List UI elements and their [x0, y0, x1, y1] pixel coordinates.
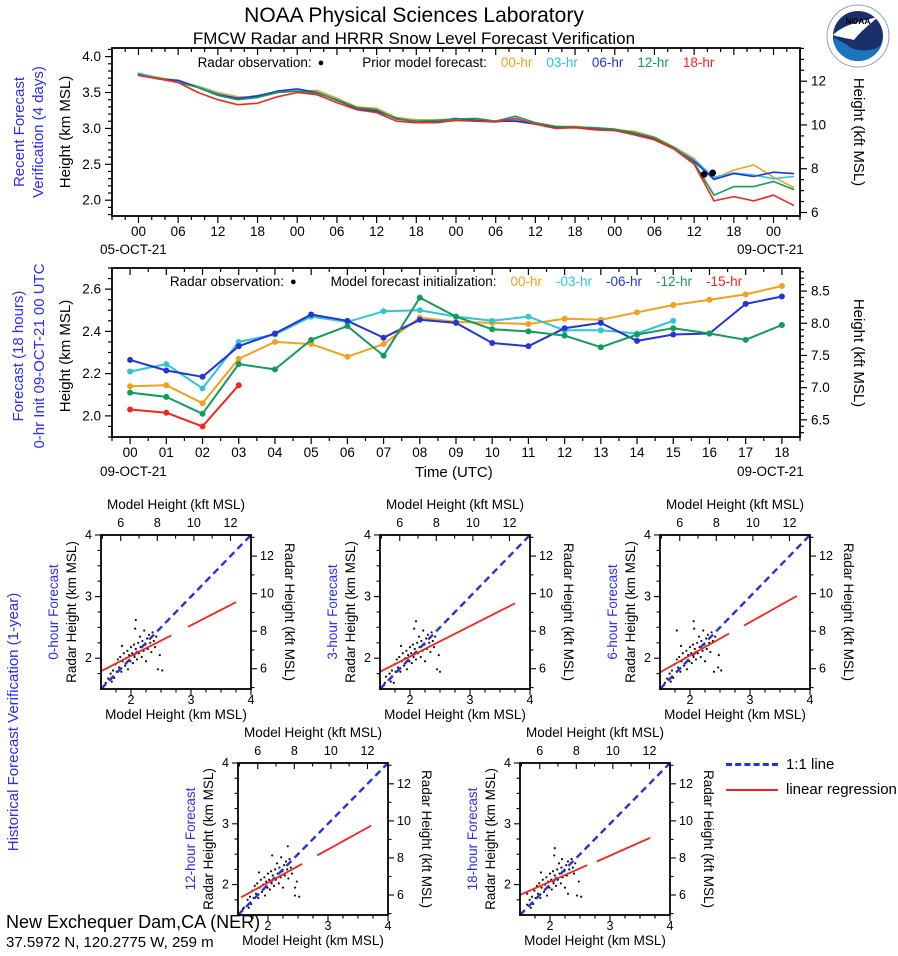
s12-panel-title: 12-hour Forecast	[183, 787, 198, 891]
svg-text:02: 02	[195, 445, 211, 460]
svg-text:12: 12	[686, 224, 702, 239]
svg-text:4: 4	[504, 756, 511, 770]
svg-text:2: 2	[686, 693, 694, 707]
svg-text:3: 3	[746, 693, 754, 707]
svg-text:8: 8	[432, 516, 440, 530]
s3-left-axis-title: Radar Height (km MSL)	[343, 541, 358, 683]
svg-text:12: 12	[539, 549, 553, 564]
svg-text:03: 03	[231, 445, 247, 460]
svg-text:2: 2	[406, 693, 414, 707]
s3-scatter-chart	[364, 516, 553, 707]
svg-text:2.5: 2.5	[82, 156, 101, 172]
s12-right-axis-title: Radar Height (kft MSL)	[419, 769, 434, 909]
svg-text:3: 3	[85, 589, 92, 604]
svg-text:6: 6	[676, 516, 684, 530]
svg-text:10: 10	[605, 744, 620, 758]
forecast-legend-obs-label: Radar observation:	[169, 274, 284, 289]
svg-text:6: 6	[536, 744, 544, 758]
svg-text:09: 09	[448, 445, 464, 460]
svg-text:8: 8	[397, 850, 404, 865]
svg-text:12: 12	[360, 744, 375, 758]
recent-verification-label-line1: Recent Forecast	[11, 76, 28, 188]
svg-text:10: 10	[811, 117, 827, 133]
svg-text:18: 18	[774, 445, 790, 460]
svg-text:18: 18	[567, 224, 583, 239]
svg-text:14: 14	[629, 445, 645, 460]
svg-text:10: 10	[397, 813, 411, 828]
svg-text:00: 00	[607, 224, 623, 239]
svg-text:2: 2	[644, 651, 651, 666]
svg-text:3: 3	[504, 816, 511, 831]
s6-top-axis-title: Model Height (kft MSL)	[665, 497, 805, 512]
forecast-legend-model-label: Model forecast initialization:	[330, 274, 497, 289]
svg-text:12: 12	[210, 224, 226, 239]
station-coords: 37.5972 N, 120.2775 W, 259 m	[6, 934, 214, 951]
s3-right-axis-title: Radar Height (kft MSL)	[561, 542, 576, 682]
svg-text:18: 18	[408, 224, 424, 239]
forecast-chart	[82, 268, 830, 460]
svg-text:2: 2	[546, 919, 554, 933]
svg-text:6: 6	[260, 661, 267, 676]
svg-text:11: 11	[521, 445, 536, 460]
svg-text:00: 00	[122, 445, 138, 460]
s18-bottom-axis-title: Model Height (km MSL)	[524, 933, 666, 948]
svg-text:06: 06	[646, 224, 662, 239]
svg-text:13: 13	[593, 445, 609, 460]
svg-text:18: 18	[250, 224, 266, 239]
svg-text:12: 12	[557, 445, 573, 460]
s18-right-axis-title: Radar Height (kft MSL)	[701, 769, 716, 909]
svg-text:12: 12	[679, 776, 693, 791]
forecast-label-line2: 0-hr Init 09-OCT-21 00 UTC	[31, 263, 48, 449]
svg-text:6: 6	[811, 204, 819, 220]
svg-text:2.4: 2.4	[82, 323, 101, 339]
s3-top-axis-title: Model Height (kft MSL)	[385, 497, 525, 512]
svg-text:10: 10	[745, 516, 760, 530]
svg-text:6: 6	[397, 888, 404, 903]
svg-text:06: 06	[329, 224, 345, 239]
svg-text:05: 05	[303, 445, 319, 460]
svg-text:6: 6	[679, 888, 686, 903]
svg-text:3: 3	[644, 589, 651, 604]
svg-text:8: 8	[811, 161, 819, 177]
svg-text:10: 10	[539, 586, 553, 601]
recent-verification-label-line2: Verification (4 days)	[30, 66, 47, 198]
recent-date-left: 05-OCT-21	[100, 242, 167, 257]
svg-text:12: 12	[397, 776, 411, 791]
page-title: NOAA Physical Sciences Laboratory	[244, 4, 584, 27]
svg-text:12: 12	[260, 549, 274, 564]
svg-text:3.5: 3.5	[82, 85, 101, 101]
svg-text:00: 00	[448, 224, 464, 239]
legend-entry-18hr: 18-hr	[682, 55, 715, 70]
svg-text:10: 10	[465, 516, 480, 530]
svg-text:6: 6	[117, 516, 125, 530]
s12-bottom-axis-title: Model Height (km MSL)	[242, 933, 384, 948]
svg-text:2.2: 2.2	[82, 366, 101, 382]
svg-text:12: 12	[782, 516, 797, 530]
svg-text:12: 12	[642, 744, 657, 758]
svg-text:06: 06	[339, 445, 355, 460]
svg-text:7.0: 7.0	[811, 380, 830, 396]
recent-date-right: 09-OCT-21	[737, 242, 804, 257]
svg-text:6: 6	[254, 744, 262, 758]
s3-panel-title: 3-hour Forecast	[325, 564, 340, 660]
svg-text:06: 06	[488, 224, 504, 239]
svg-text:8: 8	[290, 744, 298, 758]
svg-text:15: 15	[665, 445, 681, 460]
svg-text:8: 8	[679, 850, 686, 865]
svg-text:08: 08	[412, 445, 428, 460]
svg-text:2: 2	[364, 651, 371, 666]
svg-text:07: 07	[376, 445, 392, 460]
svg-text:12: 12	[819, 549, 833, 564]
forecast-date-right: 09-OCT-21	[737, 464, 804, 479]
legend-entry-12hr: 12-hr	[637, 55, 669, 70]
svg-text:12: 12	[527, 224, 543, 239]
legend-entry-03hr: 03-hr	[546, 55, 578, 70]
svg-text:00: 00	[289, 224, 305, 239]
recent-verification-chart	[82, 48, 827, 239]
one-to-one-line-icon	[726, 763, 778, 766]
svg-text:8.0: 8.0	[811, 315, 830, 331]
svg-text:3.0: 3.0	[82, 120, 101, 136]
s0-top-axis-title: Model Height (kft MSL)	[106, 497, 246, 512]
s6-panel-title: 6-hour Forecast	[605, 564, 620, 660]
s0-right-axis-title: Radar Height (kft MSL)	[282, 542, 297, 682]
legend-entry-m15hr: -15-hr	[706, 274, 743, 289]
svg-text:00: 00	[766, 224, 782, 239]
svg-text:10: 10	[679, 813, 693, 828]
s6-right-axis-title: Radar Height (kft MSL)	[841, 542, 856, 682]
svg-text:8: 8	[819, 624, 826, 639]
svg-text:01: 01	[158, 445, 174, 460]
svg-text:8: 8	[572, 744, 580, 758]
svg-text:4.0: 4.0	[82, 49, 101, 65]
s6-bottom-axis-title: Model Height (km MSL)	[664, 707, 806, 722]
recent-y2-axis-title: Height (kft MSL)	[850, 77, 867, 187]
svg-text:2: 2	[222, 877, 229, 892]
svg-text:4: 4	[526, 693, 534, 707]
svg-text:2.6: 2.6	[82, 281, 101, 297]
svg-text:3: 3	[324, 919, 332, 933]
s0-left-axis-title: Radar Height (km MSL)	[64, 541, 79, 683]
svg-text:3: 3	[606, 919, 614, 933]
page-subtitle: FMCW Radar and HRRR Snow Level Forecast Verification	[192, 29, 636, 48]
s18-panel-title: 18-hour Forecast	[465, 787, 480, 891]
svg-text:6: 6	[396, 516, 404, 530]
s12-top-axis-title: Model Height (kft MSL)	[243, 725, 383, 740]
svg-text:4: 4	[222, 756, 229, 770]
noaa-logo-text: NOAA	[845, 16, 871, 26]
forecast-date-left: 09-OCT-21	[100, 464, 167, 479]
legend-entry-00hr: 00-hr	[500, 55, 533, 70]
svg-text:12: 12	[369, 224, 385, 239]
historical-section-label: Historical Forecast Verification (1-year)	[5, 592, 22, 852]
svg-text:6: 6	[819, 661, 826, 676]
svg-text:8.5: 8.5	[811, 283, 830, 299]
forecast-label-line1: Forecast (18 hours)	[10, 290, 27, 422]
scatter-legend	[726, 756, 897, 806]
s0-panel-title: 0-hour Forecast	[46, 564, 61, 660]
s12-scatter-chart	[222, 744, 411, 933]
svg-text:4: 4	[85, 528, 92, 542]
radar-obs-dot-icon: ●	[317, 56, 325, 69]
svg-text:4: 4	[384, 919, 392, 933]
svg-text:17: 17	[738, 445, 754, 460]
svg-text:2: 2	[264, 919, 272, 933]
station-name: New Exchequer Dam,CA (NER)	[6, 912, 261, 932]
svg-text:4: 4	[364, 528, 371, 542]
s18-scatter-chart	[504, 744, 693, 933]
svg-text:12: 12	[223, 516, 238, 530]
s0-scatter-chart	[85, 516, 274, 707]
legend-entry-06hr: 06-hr	[591, 55, 624, 70]
svg-text:10: 10	[260, 586, 274, 601]
svg-text:2: 2	[127, 693, 135, 707]
svg-text:16: 16	[701, 445, 717, 460]
svg-text:18: 18	[726, 224, 742, 239]
svg-text:10: 10	[819, 586, 833, 601]
svg-text:2: 2	[504, 877, 511, 892]
svg-text:4: 4	[644, 528, 651, 542]
svg-text:10: 10	[323, 744, 338, 758]
svg-text:7.5: 7.5	[811, 347, 830, 363]
svg-text:4: 4	[247, 693, 255, 707]
s12-left-axis-title: Radar Height (km MSL)	[201, 768, 216, 910]
svg-text:12: 12	[811, 73, 827, 89]
svg-text:00: 00	[130, 224, 146, 239]
forecast-y-axis-title: Height (km MSL)	[57, 299, 74, 413]
svg-text:12: 12	[502, 516, 517, 530]
forecast-x-axis-title: Time (UTC)	[415, 464, 493, 481]
svg-text:8: 8	[712, 516, 720, 530]
svg-text:4: 4	[666, 919, 674, 933]
one-to-one-label: 1:1 line	[786, 756, 835, 773]
svg-text:06: 06	[170, 224, 186, 239]
s3-bottom-axis-title: Model Height (km MSL)	[384, 707, 526, 722]
legend-entry-00hr: 00-hr	[510, 274, 543, 289]
s6-left-axis-title: Radar Height (km MSL)	[623, 541, 638, 683]
legend-entry-m03hr: -03-hr	[556, 274, 593, 289]
legend-entry-m06hr: -06-hr	[606, 274, 643, 289]
svg-text:04: 04	[267, 445, 283, 460]
recent-legend-model-label: Prior model forecast:	[362, 55, 487, 70]
s0-bottom-axis-title: Model Height (km MSL)	[105, 707, 247, 722]
svg-text:8: 8	[539, 624, 546, 639]
legend-entry-m12hr: -12-hr	[656, 274, 693, 289]
svg-text:10: 10	[186, 516, 201, 530]
svg-text:3: 3	[187, 693, 195, 707]
svg-text:3: 3	[364, 589, 371, 604]
svg-text:3: 3	[222, 816, 229, 831]
s6-scatter-chart	[644, 516, 833, 707]
recent-y-axis-title: Height (km MSL)	[57, 75, 74, 189]
svg-text:6: 6	[539, 661, 546, 676]
svg-text:4: 4	[806, 693, 814, 707]
s18-left-axis-title: Radar Height (km MSL)	[483, 768, 498, 910]
svg-text:10: 10	[484, 445, 500, 460]
regression-label: linear regression	[786, 781, 897, 798]
svg-text:2.0: 2.0	[82, 408, 101, 424]
svg-text:6.5: 6.5	[811, 412, 830, 428]
svg-text:3: 3	[466, 693, 474, 707]
recent-legend-obs-label: Radar observation:	[197, 55, 312, 70]
forecast-y2-axis-title: Height (kft MSL)	[850, 298, 867, 408]
radar-obs-dot-icon: ●	[290, 275, 297, 288]
svg-text:8: 8	[153, 516, 161, 530]
svg-text:2: 2	[85, 651, 92, 666]
s18-top-axis-title: Model Height (kft MSL)	[525, 725, 665, 740]
svg-text:8: 8	[260, 624, 267, 639]
svg-text:2.0: 2.0	[82, 192, 101, 208]
regression-line-icon	[726, 789, 778, 791]
